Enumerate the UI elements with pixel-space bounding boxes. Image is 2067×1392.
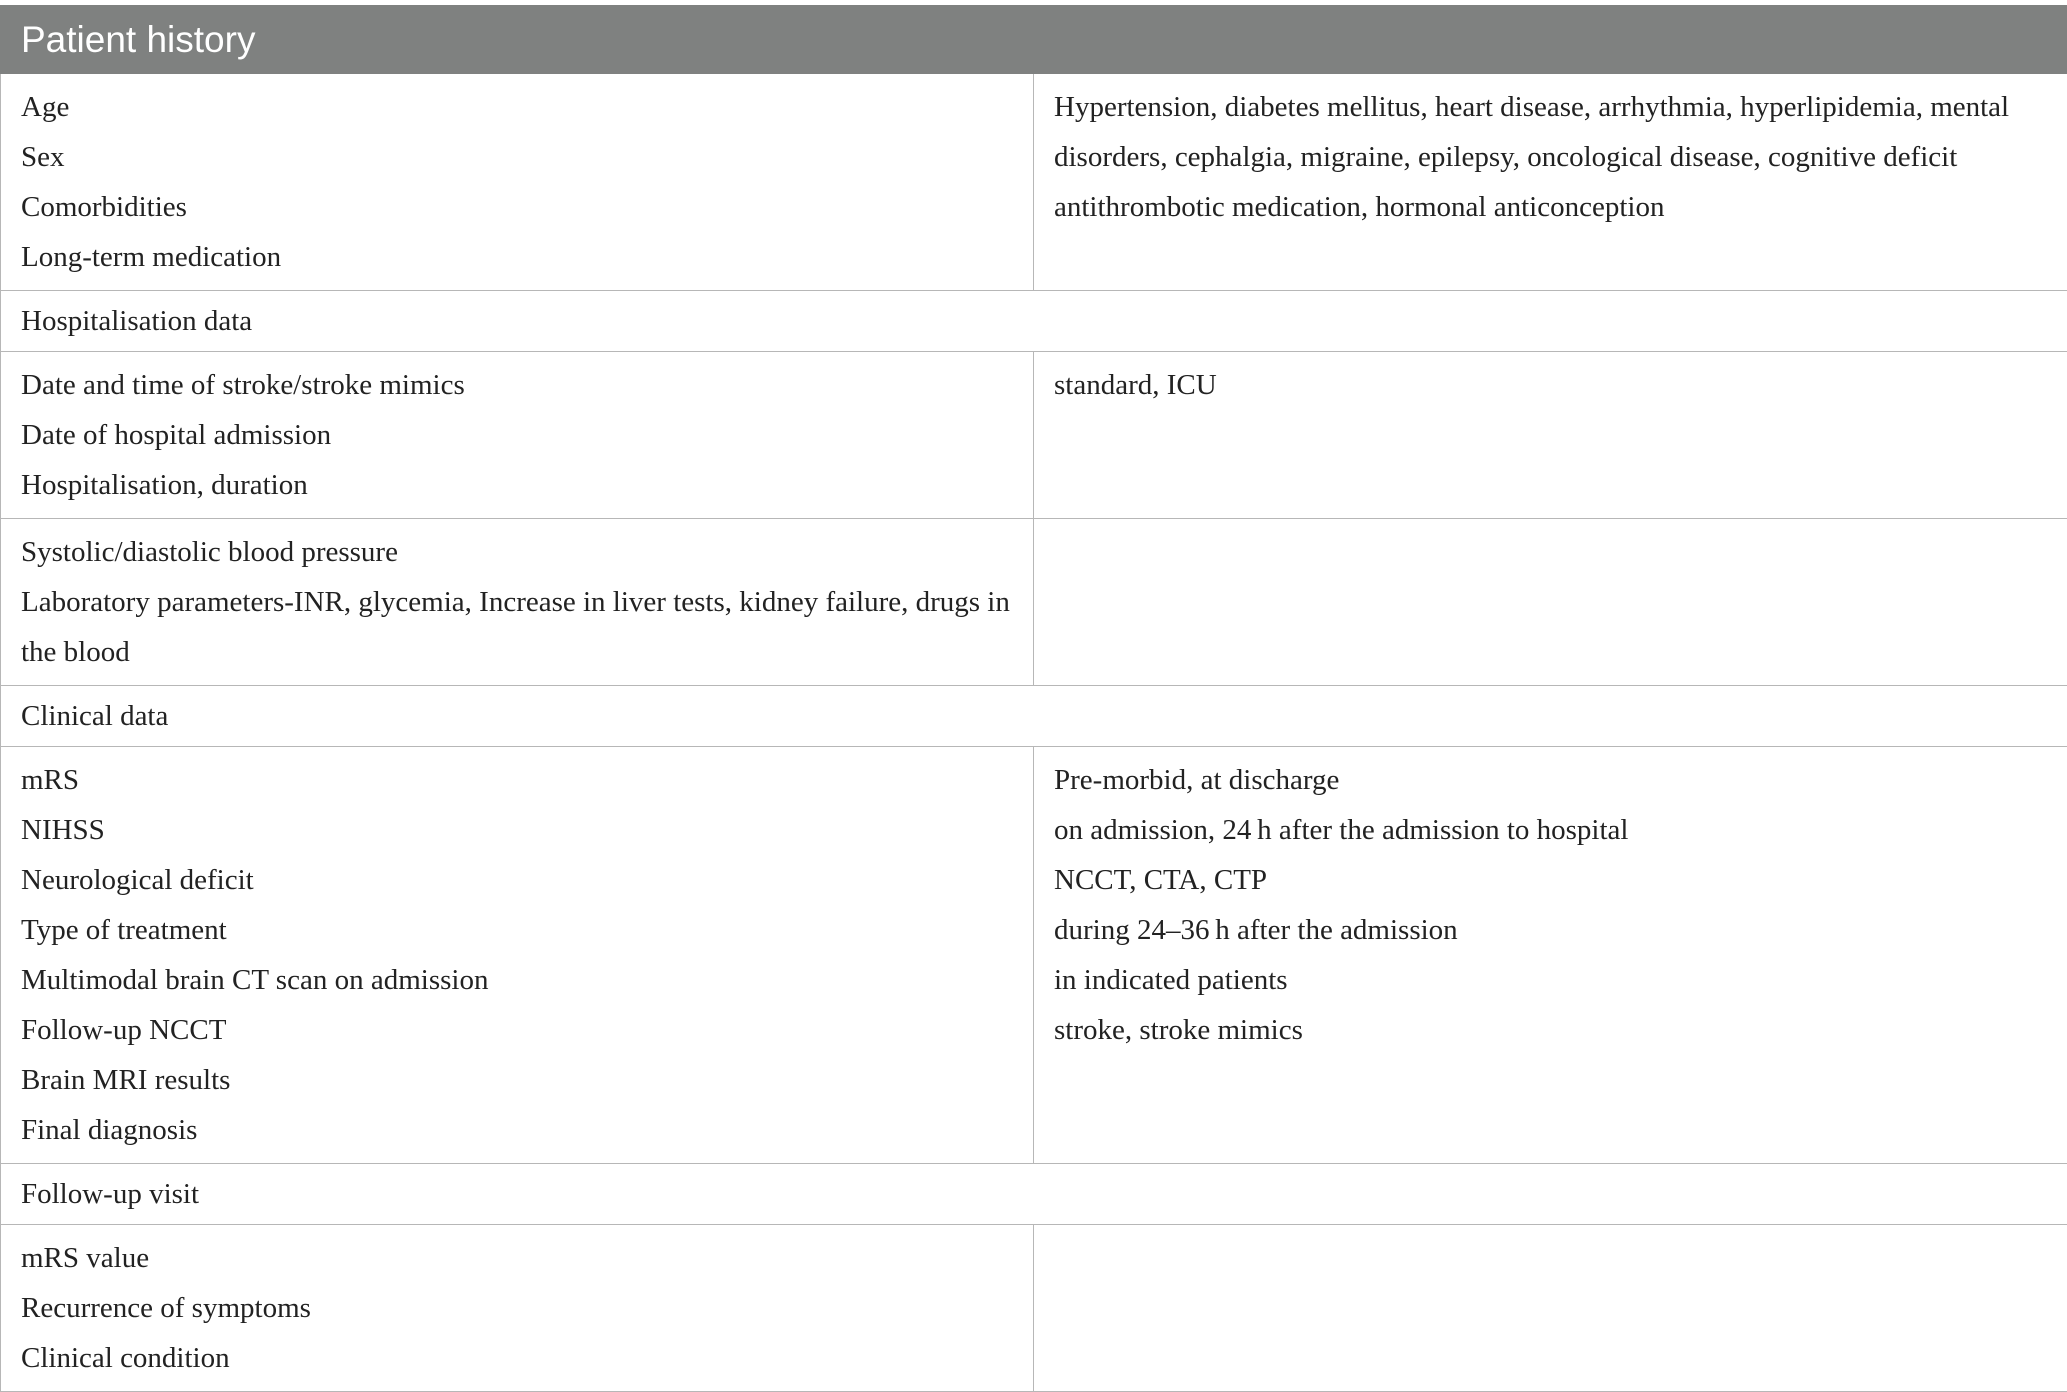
- table-row: [1, 74, 2067, 291]
- item-label: Multimodal brain CT scan on admission: [21, 955, 1013, 1005]
- empty-cell: [1034, 1225, 2067, 1392]
- detail-text: NCCT, CTA, CTP: [1054, 855, 2047, 905]
- detail-text: standard, ICU: [1054, 360, 2047, 410]
- item-label: Laboratory parameters-INR, glycemia, Increase in liver tests, kidney failure, drugs in the blood: [21, 577, 1013, 677]
- hosp-items-cell: [1, 352, 1034, 519]
- hosp-items-cell-2: [1, 519, 1034, 686]
- item-label: Neurological deficit: [21, 855, 1013, 905]
- item-label: Brain MRI results: [21, 1055, 1013, 1105]
- section-hospitalisation: Hospitalisation data: [1, 291, 2067, 352]
- item-label: NIHSS: [21, 805, 1013, 855]
- item-label: Clinical condition: [21, 1333, 1013, 1383]
- section-clinical: Clinical data: [1, 686, 2067, 747]
- detail-text: on admission, 24 h after the admission to hospital: [1054, 805, 2047, 855]
- clinical-items-cell: [1, 747, 1034, 1164]
- table-title: Patient history: [1, 6, 2067, 74]
- item-label: Systolic/diastolic blood pressure: [21, 527, 1013, 577]
- detail-text: disorders, cephalgia, migraine, epilepsy, oncological disease, cognitive deficit: [1054, 132, 2047, 182]
- item-label: Type of treatment: [21, 905, 1013, 955]
- table-row: [1, 519, 2067, 686]
- patient-details-cell: [1034, 74, 2067, 291]
- item-label: Date of hospital admission: [21, 410, 1013, 460]
- followup-items-cell: [1, 1225, 1034, 1392]
- item-label: Sex: [21, 132, 1013, 182]
- clinical-details-cell: [1034, 747, 2067, 1164]
- table-row: [1, 1225, 2067, 1392]
- detail-text: in indicated patients: [1054, 955, 2047, 1005]
- detail-text: Pre-morbid, at discharge: [1054, 755, 2047, 805]
- item-label: Long-term medication: [21, 232, 1013, 282]
- table-header-row: [1, 6, 2067, 74]
- item-label: mRS value: [21, 1233, 1013, 1283]
- section-row: [1, 686, 2067, 747]
- detail-text: antithrombotic medication, hormonal anticonception: [1054, 182, 2047, 232]
- patient-history-table-container: [0, 5, 2067, 1392]
- table-row: [1, 747, 2067, 1164]
- item-label: mRS: [21, 755, 1013, 805]
- detail-text: stroke, stroke mimics: [1054, 1005, 2047, 1055]
- detail-text: during 24–36 h after the admission: [1054, 905, 2047, 955]
- item-label: Hospitalisation, duration: [21, 460, 1013, 510]
- section-followup: Follow-up visit: [1, 1164, 2067, 1225]
- hosp-details-cell: [1034, 352, 2067, 519]
- item-label: Final diagnosis: [21, 1105, 1013, 1155]
- patient-history-table: [0, 5, 2067, 1392]
- section-row: [1, 291, 2067, 352]
- item-label: Date and time of stroke/stroke mimics: [21, 360, 1013, 410]
- item-label: Follow-up NCCT: [21, 1005, 1013, 1055]
- patient-items-cell: [1, 74, 1034, 291]
- section-row: [1, 1164, 2067, 1225]
- detail-text: Hypertension, diabetes mellitus, heart disease, arrhythmia, hyperlipidemia, mental: [1054, 82, 2047, 132]
- item-label: Age: [21, 82, 1013, 132]
- item-label: Comorbidities: [21, 182, 1013, 232]
- empty-cell: [1034, 519, 2067, 686]
- item-label: Recurrence of symptoms: [21, 1283, 1013, 1333]
- table-row: [1, 352, 2067, 519]
